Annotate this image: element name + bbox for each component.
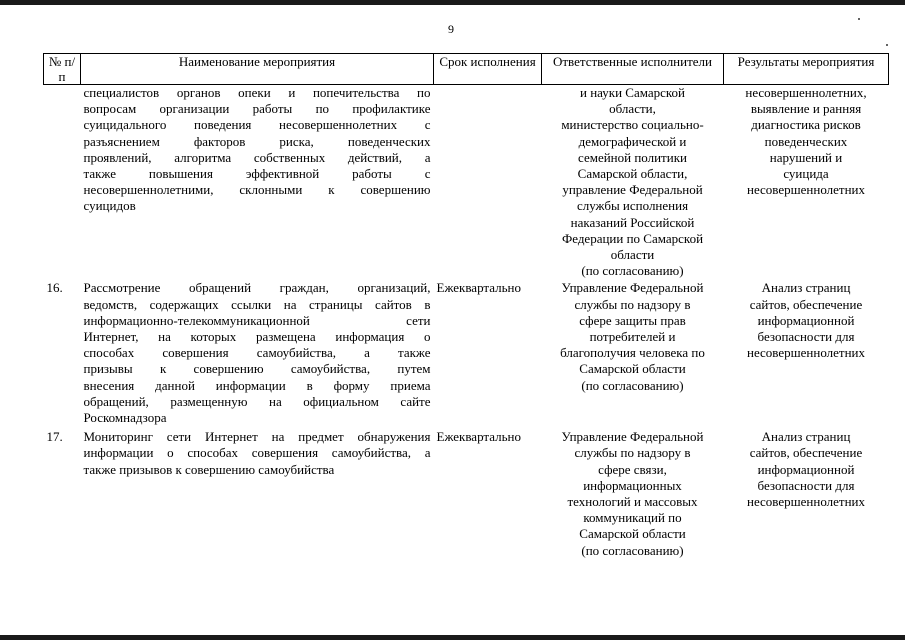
text-line: службы по надзору в [574,296,691,312]
measure-name [81,280,434,429]
text-line: несовершеннолетними, склонными к совершению [83,182,431,198]
text-line: Рассмотрение обращений граждан, организаций, [83,280,431,296]
text-line: службы исполнения [576,198,689,214]
measure-term: Ежеквартально [436,429,521,445]
text-line: (по согласованию) [581,263,684,279]
measure-responsible [542,280,724,429]
scan-border-top [0,0,905,5]
measure-results [724,429,889,559]
text-line: (по согласованию) [581,377,684,393]
measure-name [81,429,434,559]
text-line: несовершеннолетних [746,494,866,510]
text-line: информационных [583,477,682,493]
text-line: поведенческих [764,133,848,149]
text-line: Анализ страниц [761,280,851,296]
text-line: ведомств, содержащих ссылки на страницы сайтов в [83,296,431,312]
table-header-row [44,54,889,85]
text-line: суицида [783,166,829,182]
text-line: несовершеннолетних [746,182,866,198]
text-line: и науки Самарской [579,85,686,100]
text-line: Самарской области [579,526,686,542]
text-line: управление Федеральной [562,182,703,198]
text-line: Мониторинг сети Интернет на предмет обнаружения [83,429,431,445]
table-row [44,429,889,559]
table-row [44,85,889,281]
text-line: обращений, размещенную на официальном сайте [83,393,431,409]
text-line: способах совершения самоубийства, а также [83,345,431,361]
measure-results [724,280,889,429]
text-line: Самарской области, [577,166,688,182]
text-line: суицидов [83,198,136,214]
text-line: наказаний Российской [570,214,695,230]
text-line: диагностика рисков [751,117,861,133]
text-line: информационной [757,461,855,477]
text-line: технологий и массовых [567,494,698,510]
text-line: Интернет, на которых размещена информация о [83,329,431,345]
page-number: 9 [448,22,454,36]
text-line: выявление и ранняя [750,101,862,117]
header-name: Наименование мероприятия [81,54,434,85]
text-line: Управление Федеральной [561,280,704,296]
header-responsible: Ответственные исполнители [542,54,724,85]
text-line: сайтов, обеспечение [749,445,863,461]
text-line: информации о способах совершения самоубийства, а [83,445,431,461]
text-line: суицидального поведения несовершеннолетних с [83,117,431,133]
text-line: области, [609,101,656,117]
header-num: № п/п [44,54,81,85]
text-line: вопросам организации работы по профилактике [83,101,431,117]
scan-border-bottom [0,635,905,640]
text-line: информационной [757,312,855,328]
text-line: коммуникаций по [583,510,682,526]
text-line: потребителей и [589,329,676,345]
text-line: нарушений и [769,149,843,165]
measures-table [43,53,889,559]
text-line: сфере связи, [598,461,667,477]
text-line: также призывов к совершению самоубийства [83,461,335,477]
text-line: Роскомнадзора [83,410,167,426]
text-line: также повышения эффективной работы с [83,166,431,182]
text-line: демографической и [578,133,687,149]
text-line: внесения данной информации в форму приема [83,377,431,393]
text-line: Самарской области [579,361,686,377]
text-line: безопасности для [757,329,855,345]
text-line: семейной политики [578,149,687,165]
text-line: области [610,247,655,263]
text-line: министерство социально- [561,117,704,133]
text-line: специалистов органов опеки и попечительства по [83,85,431,100]
measure-responsible [542,429,724,559]
row-num [44,85,81,281]
header-results: Результаты мероприятия [724,54,889,85]
measure-responsible [542,85,724,281]
measure-term: Ежеквартально [436,280,521,296]
measure-results [724,85,889,281]
text-line: призывы к совершению самоубийства, путем [83,361,431,377]
row-num: 16. [46,280,63,296]
text-line: сайтов, обеспечение [749,296,863,312]
text-line: несовершеннолетних [746,345,866,361]
text-line: разъяснением факторов риска, поведенческих [83,133,431,149]
row-num: 17. [46,429,63,445]
text-line: проявлений, алгоритма собственных действий, а [83,149,431,165]
text-line: Федерации по Самарской [561,230,704,246]
measure-name [81,85,434,281]
text-line: службы по надзору в [574,445,691,461]
header-term: Срок исполнения [434,54,542,85]
scan-speck [886,44,888,46]
text-line: информационно-телекоммуникационной сети [83,312,431,328]
text-line: Управление Федеральной [561,429,704,445]
text-line: (по согласованию) [581,542,684,558]
text-line: сфере защиты прав [579,312,686,328]
text-line: безопасности для [757,477,855,493]
measure-term [434,85,542,281]
text-line: Анализ страниц [761,429,851,445]
table-row [44,280,889,429]
text-line: несовершеннолетних, [745,85,867,100]
text-line: благополучия человека по [560,345,705,361]
scan-speck [858,18,860,20]
